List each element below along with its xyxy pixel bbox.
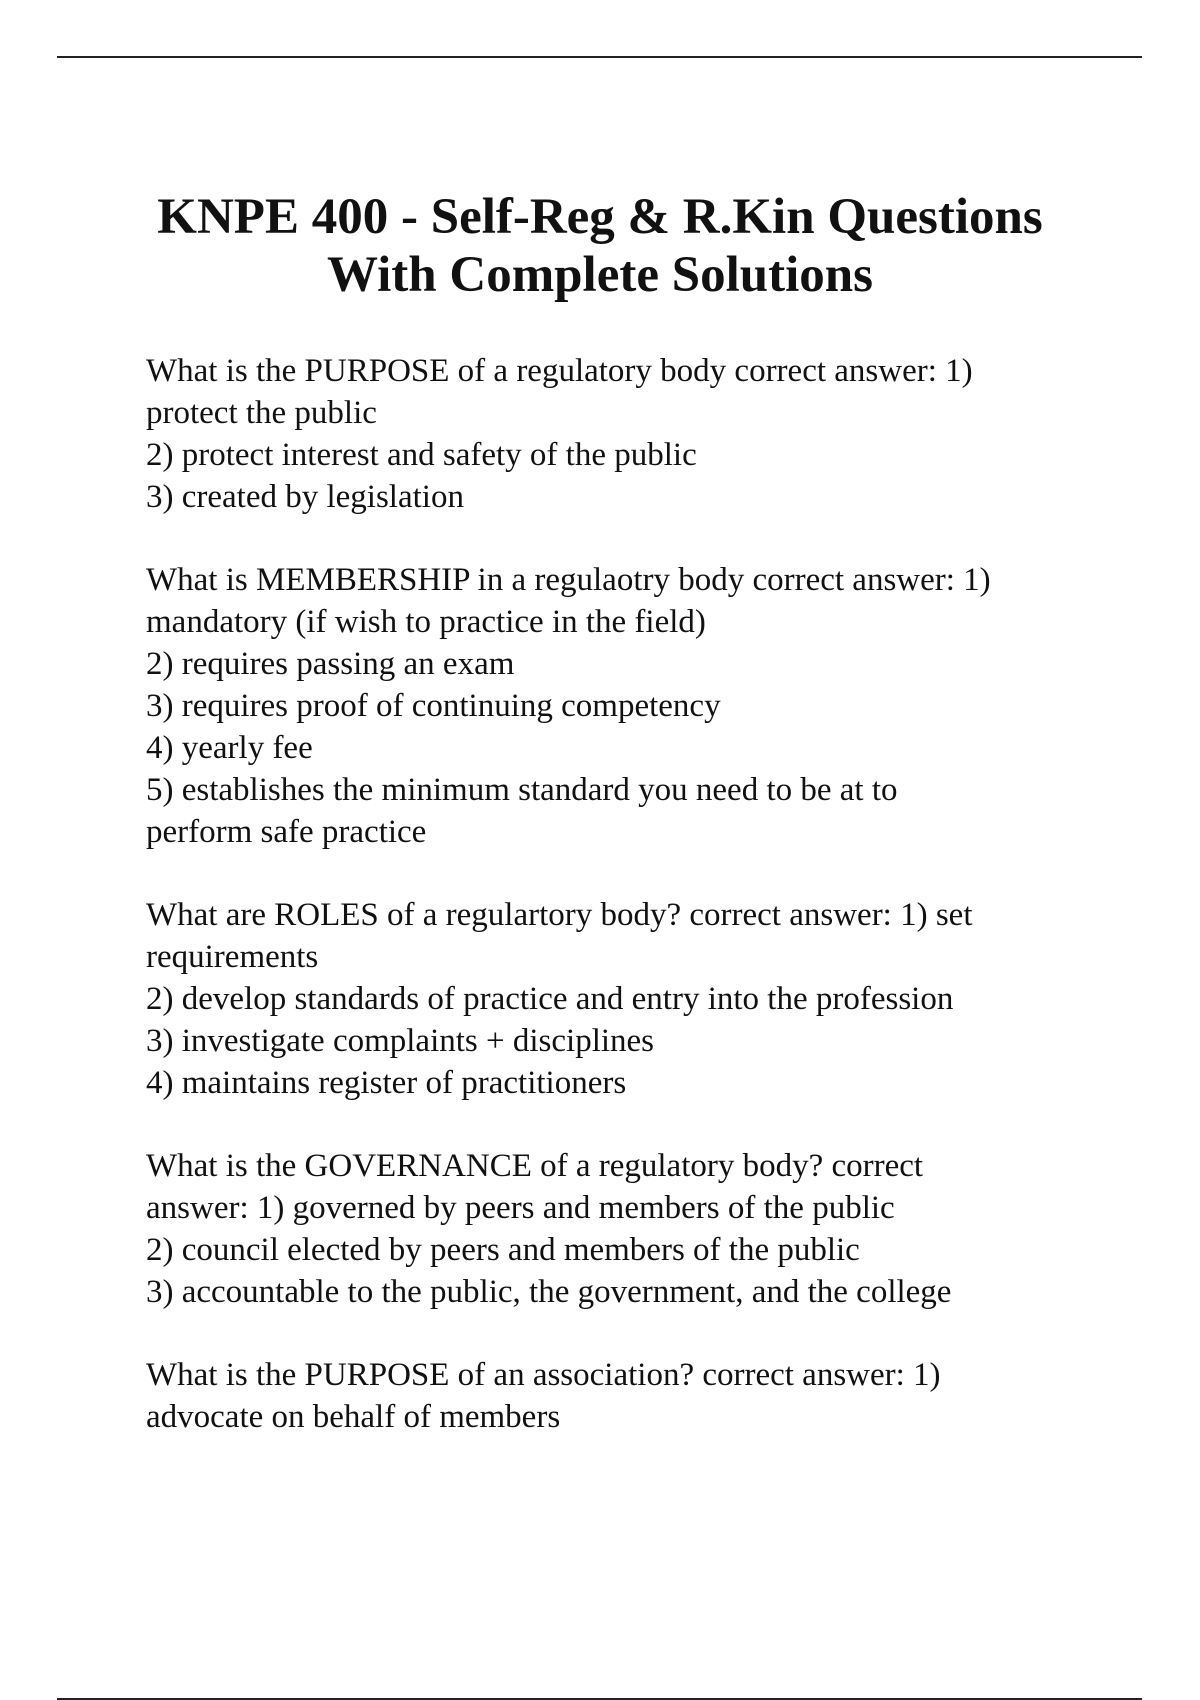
document-title (100, 188, 1100, 304)
qa-block-governance (146, 1145, 1096, 1313)
top-rule (57, 56, 1142, 58)
qa-line: 2) council elected by peers and members of the public (146, 1232, 860, 1268)
qa-line: What is the PURPOSE of an association? correct answer: 1) (146, 1357, 941, 1393)
qa-block-purpose-association (146, 1354, 1096, 1438)
qa-line: What is the PURPOSE of a regulatory body correct answer: 1) (146, 353, 973, 389)
qa-line: 2) requires passing an exam (146, 646, 515, 682)
qa-line: 5) establishes the minimum standard you need to be at to (146, 772, 898, 808)
qa-line: 4) yearly fee (146, 730, 313, 766)
qa-line: 3) accountable to the public, the government, and the college (146, 1274, 952, 1310)
qa-line: 2) protect interest and safety of the public (146, 437, 697, 473)
qa-block-membership (146, 559, 1096, 853)
qa-line: What is the GOVERNANCE of a regulatory body? correct (146, 1148, 924, 1184)
qa-line: 3) investigate complaints + disciplines (146, 1023, 655, 1059)
qa-line: protect the public (146, 395, 377, 431)
title-line: With Complete Solutions (327, 247, 873, 303)
qa-line: perform safe practice (146, 814, 427, 850)
qa-line: answer: 1) governed by peers and members of the public (146, 1190, 895, 1226)
qa-line: 3) requires proof of continuing competency (146, 688, 721, 724)
qa-content (146, 350, 1096, 1479)
qa-line: 4) maintains register of practitioners (146, 1065, 627, 1101)
qa-block-roles (146, 894, 1096, 1104)
qa-line: What is MEMBERSHIP in a regulaotry body correct answer: 1) (146, 562, 991, 598)
qa-line: 2) develop standards of practice and entry into the profession (146, 981, 954, 1017)
title-line: KNPE 400 - Self-Reg & R.Kin Questions (157, 189, 1043, 245)
qa-block-purpose-regulatory-body (146, 350, 1096, 518)
qa-line: mandatory (if wish to practice in the field) (146, 604, 706, 640)
qa-line: requirements (146, 939, 319, 975)
qa-line: What are ROLES of a regulartory body? correct answer: 1) set (146, 897, 973, 933)
qa-line: 3) created by legislation (146, 479, 464, 515)
qa-line: advocate on behalf of members (146, 1399, 561, 1435)
